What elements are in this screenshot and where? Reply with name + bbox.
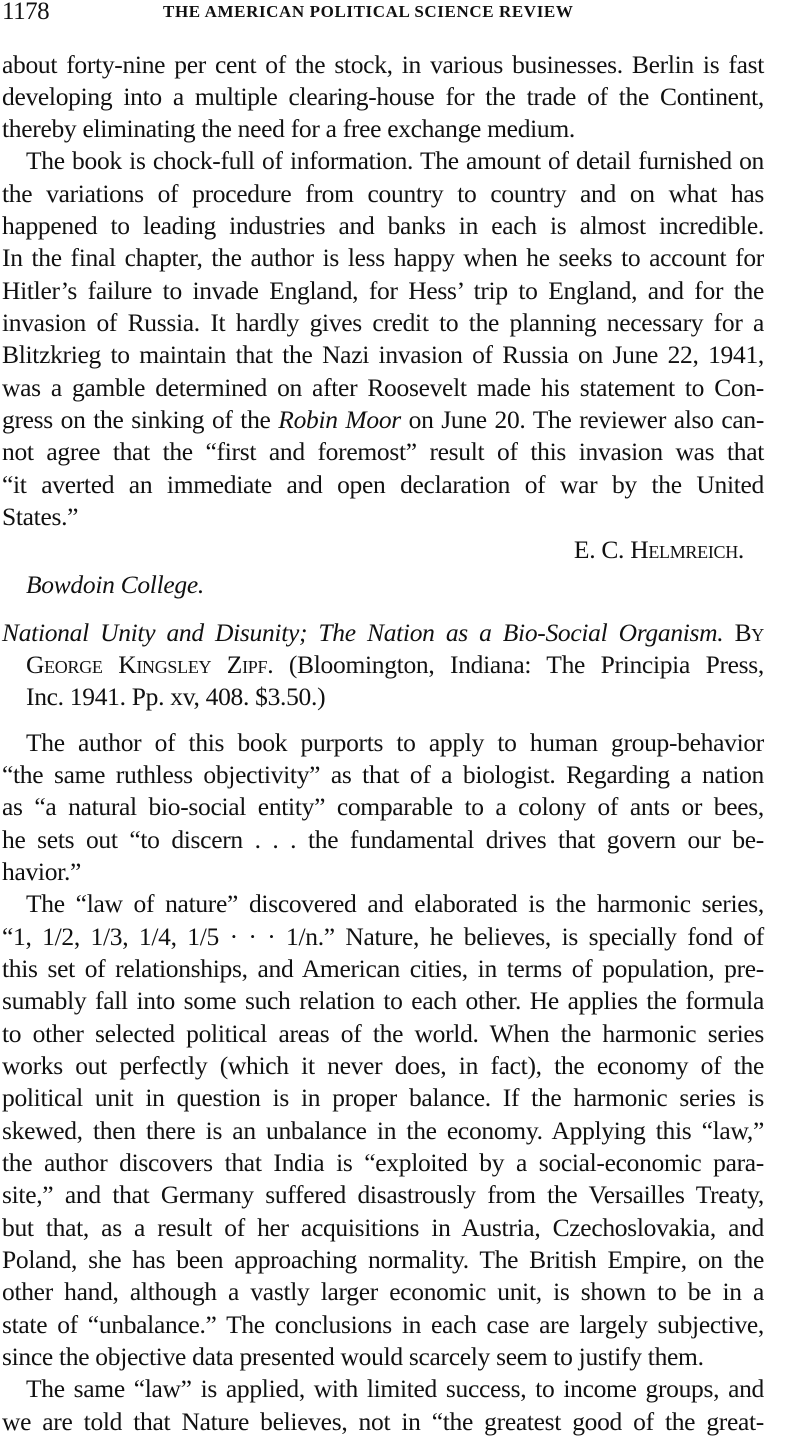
text-line: havior.” [2,857,82,886]
text-line-robin-moor [2,404,764,436]
text-line: other hand, although a vastly larger economic unit, is shown to be in a [2,1277,764,1306]
text-line: we are told that Nature believes, not in “the greatest good of the great- [2,1407,764,1436]
text-line: he sets out “to discern . . . the fundamental drives that govern our be- [2,825,764,854]
text-line: skewed, then there is an unbalance in the economy. Applying this “law,” [2,1116,764,1145]
text-line: political unit in question is in proper balance. If the harmonic series is [2,1083,764,1112]
text-line: In the final chapter, the author is less happy when he seeks to account for [2,243,764,272]
text-line: works out perfectly (which it never does, in fact), the economy of the [2,1051,764,1080]
text-line: sumably fall into some such relation to each other. He applies the formula [2,986,764,1015]
citation-line-2 [26,649,764,681]
running-title: THE AMERICAN POLITICAL SCIENCE REVIEW [163,2,574,21]
text-line: “1, 1/2, 1/3, 1/4, 1/5 · · · 1/n.” Nature, he believes, is specially fond of [2,922,764,951]
text-line: the variations of procedure from country to country and on what has [2,179,764,208]
text-line: invasion of Russia. It hardly gives credit to the planning necessary for a [2,308,764,337]
text-line: “the same ruthless objectivity” as that of a biologist. Regarding a nation [2,760,764,789]
text-line: The book is chock-full of information. The amount of detail furnished on [26,146,764,175]
text-line: not agree that the “first and foremost” result of this invasion was that [2,437,764,466]
text-line: state of “unbalance.” The conclusions in each case are largely subjective, [2,1310,764,1339]
text-line: about forty-nine per cent of the stock, in various businesses. Berlin is fast [2,50,764,79]
citation-line-3: Inc. 1941. Pp. xv, 408. $3.50.) [26,682,326,711]
book-author: George Kingsley Zipf. [26,650,274,679]
text-line: happened to leading industries and banks in each is almost incredible. [2,211,764,240]
text-line: States.” [2,502,79,531]
text-line: developing into a multiple clearing-house for the trade of the Continent, [2,82,764,111]
text-line: this set of relationships, and American cities, in terms of population, pre- [2,954,764,983]
text-line: since the objective data presented would scarcely seem to justify them. [2,1342,704,1371]
running-header [0,0,800,28]
text-line: site,” and that Germany suffered disastrously from the Versailles Treaty, [2,1180,764,1209]
text-line: but that, as a result of her acquisitions in Austria, Czechoslovakia, and [2,1213,764,1242]
page-number: 1178 [2,0,50,25]
text-line: was a gamble determined on after Roosevelt made his statement to Con- [2,373,764,402]
text-line: thereby eliminating the need for a free exchange medium. [2,114,575,143]
text-line: “it averted an immediate and open declaration of war by the United [2,470,764,499]
text-line: The author of this book purports to apply to human group-behavior [26,728,764,757]
text-line: The “law of nature” discovered and elaborated is the harmonic series, [26,889,764,918]
text-line: the author discovers that India is “exploited by a social-economic para- [2,1148,764,1177]
ship-name-italic: Robin Moor [278,405,401,434]
reviewer-affiliation: Bowdoin College. [26,570,204,599]
book-title: National Unity and Disunity; The Nation as a Bio-Social Organism. [2,618,724,647]
book-publisher: (Bloomington, Indiana: The Principia Press, [273,650,764,679]
citation-line-1 [2,617,764,649]
text-line: as “a natural bio-social entity” comparable to a colony of ants or bees, [2,792,764,821]
text-line: Poland, she has been approaching normality. The British Empire, on the [2,1245,764,1274]
text-line: The same “law” is applied, with limited success, to income groups, and [26,1374,764,1403]
text-span: on June 20. The reviewer also can- [400,405,765,434]
citation-by: By [723,618,764,647]
text-span: gress on the sinking of the [2,405,279,434]
reviewer-name: E. C. Helmreich. [573,535,744,564]
text-line: Blitzkrieg to maintain that the Nazi invasion of Russia on June 22, 1941, [2,340,764,369]
text-line: Hitler’s failure to invade England, for Hess’ trip to England, and for the [2,276,764,305]
text-line: to other selected political areas of the world. When the harmonic series [2,1019,764,1048]
